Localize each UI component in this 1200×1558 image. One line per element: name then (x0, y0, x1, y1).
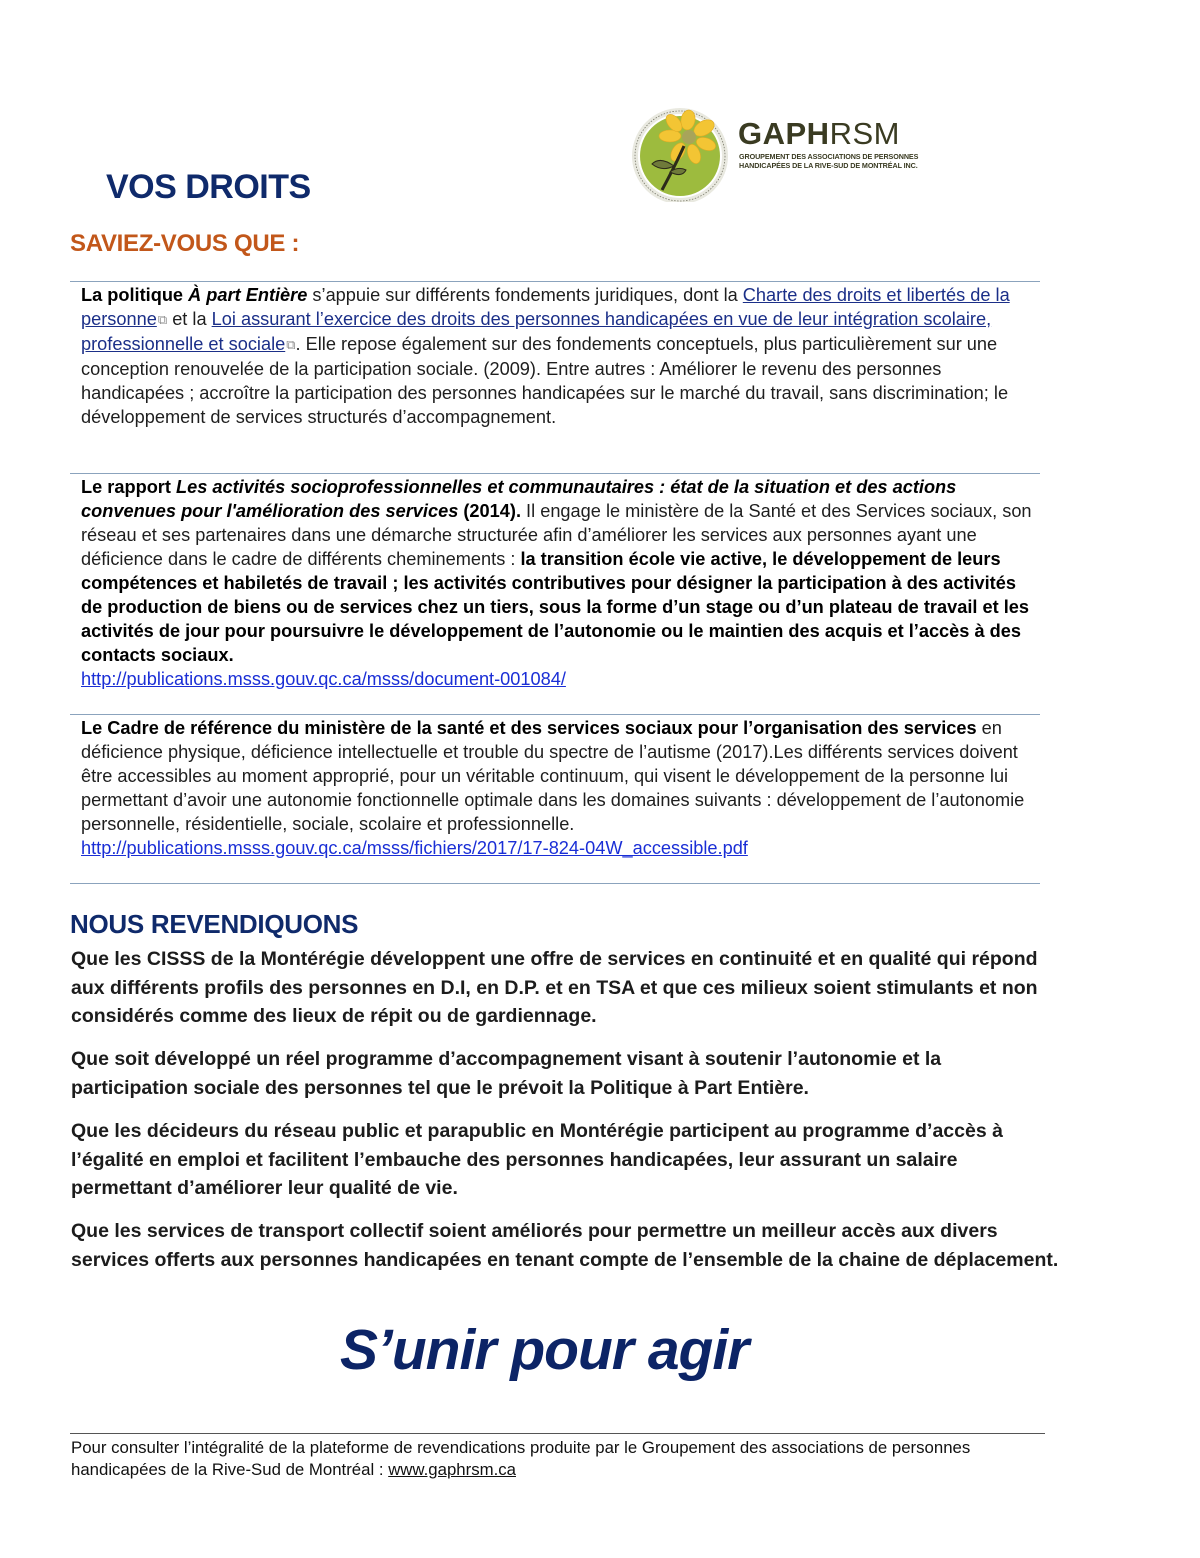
divider (70, 714, 1040, 715)
fact-intro: Le Cadre de référence du ministère de la santé et des services sociaux pour l’organisation des services (81, 718, 977, 738)
claim-item: Que les décideurs du réseau public et parapublic en Montérégie participent au programme d’accès à l’égalité en emploi et facilitent l’embauche des personnes handicapées, leur assurant un salaire permettant d’améliorer leur qualité de vie. (71, 1120, 1003, 1199)
fact-item (81, 475, 1041, 691)
divider (70, 473, 1040, 474)
fact-text: Il engage le ministère de la Santé et des Services sociaux, son réseau et ses partenaires dans une démarche structurée afin d’améliorer les services aux personnes ayant une déficience dans le cadre de différents cheminements : (81, 501, 1032, 569)
report-url-link[interactable]: http://publications.msss.gouv.qc.ca/msss/document-001084/ (81, 669, 566, 689)
slogan: S’unir pour agir (340, 1318, 749, 1382)
charte-link[interactable]: Charte des droits et libertés de la personne (81, 285, 1010, 329)
divider (70, 883, 1040, 884)
claim-item: Que les services de transport collectif soient améliorés pour permettre un meilleur accès aux divers services offerts aux personnes handicapées en tenant compte de l’ensemble de la chaine de déplacement. (71, 1220, 1059, 1271)
fact-text: s’appuie sur différents fondements juridiques, dont la (307, 285, 743, 305)
fact-intro: Le rapport (81, 477, 176, 497)
divider (70, 281, 1040, 282)
cadre-url-link[interactable]: http://publications.msss.gouv.qc.ca/msss/fichiers/2017/17-824-04W_accessible.pdf (81, 838, 748, 858)
section-subtitle: SAVIEZ-VOUS QUE : (70, 230, 300, 257)
logo-subtitle-line1: GROUPEMENT DES ASSOCIATIONS DE PERSONNES (739, 152, 919, 161)
claim-item: Que les CISSS de la Montérégie développent une offre de services en continuité et en qualité qui répond aux différents profils des personnes en D.I, en D.P. et en TSA et que ces milieux soient stimulants et non considérés comme des lieux de répit ou de gardiennage. (71, 948, 1038, 1027)
footer-divider (70, 1433, 1045, 1434)
footer-text: Pour consulter l’intégralité de la plateforme de revendications produite par le Groupement des associations de personnes handicapées de la Rive-Sud de Montréal : (71, 1438, 971, 1479)
logo-name-suffix: RSM (829, 116, 900, 151)
logo-subtitle-line2: HANDICAPÉES DE LA RIVE-SUD DE MONTRÉAL INC. (739, 161, 918, 170)
website-link[interactable]: www.gaphrsm.ca (388, 1460, 516, 1479)
page-title: VOS DROITS (106, 168, 311, 206)
fact-text: . Elle repose également sur des fondements conceptuels, plus particulièrement sur une conception renouvelée de la participation sociale. (2009). Entre autres : Améliorer le revenu des personnes handicapées ; accroître la participation des personnes handicapées sur le marché du travail, sans discrimination; le développement de services structurés d’accompagnement. (81, 334, 1009, 427)
footer-note (71, 1437, 1061, 1481)
fact-emphasis: la transition école vie active, le développement de leurs compétences et habiletés de travail ; les activités contributives pour désigner la participation à des activités de production de biens ou de services chez un tiers, sous la forme d’un stage ou d’un plateau de travail et les activités de jour pour poursuivre le développement de l’autonomie ou le maintien des acquis et l’accès à des contacts sociaux. (81, 549, 1029, 665)
fact-year: (2014). (458, 501, 521, 521)
fact-text: et la (167, 309, 212, 329)
fact-intro: La politique (81, 285, 189, 305)
fact-item (81, 283, 1041, 429)
flower-logo-icon (632, 106, 728, 202)
external-link-icon: ⧉ (286, 337, 296, 352)
gaphrsm-logo (632, 106, 919, 206)
claims-heading: NOUS REVENDIQUONS (70, 909, 359, 939)
claim-item: Que soit développé un réel programme d’accompagnement visant à soutenir l’autonomie et la participation sociale des personnes tel que le prévoit la Politique à Part Entière. (71, 1048, 942, 1099)
external-link-icon: ⧉ (157, 312, 168, 327)
fact-item (81, 716, 1041, 860)
fact-text: en déficience physique, déficience intellectuelle et trouble du spectre de l’autisme (2017).Les différents services doivent être accessibles au moment approprié, pour un véritable continuum, qui visent le développement de la personne lui permettant d’avoir une autonomie fonctionnelle optimale dans les domaines suivants : développement de l’autonomie personnelle, résidentielle, sociale, scolaire et professionnelle. (81, 718, 1025, 834)
logo-wordmark (738, 118, 900, 149)
fact-report-title: Les activités socioprofessionnelles et communautaires : état de la situation et des actions convenues pour l'amélioration des services (81, 477, 957, 521)
loi-link[interactable]: Loi assurant l’exercice des droits des personnes handicapées en vue de leur intégration scolaire, professionnelle et sociale (81, 309, 992, 354)
logo-subtitle (739, 152, 918, 170)
fact-policy-title: À part Entière (188, 285, 308, 305)
logo-name: GAPH (738, 116, 830, 151)
